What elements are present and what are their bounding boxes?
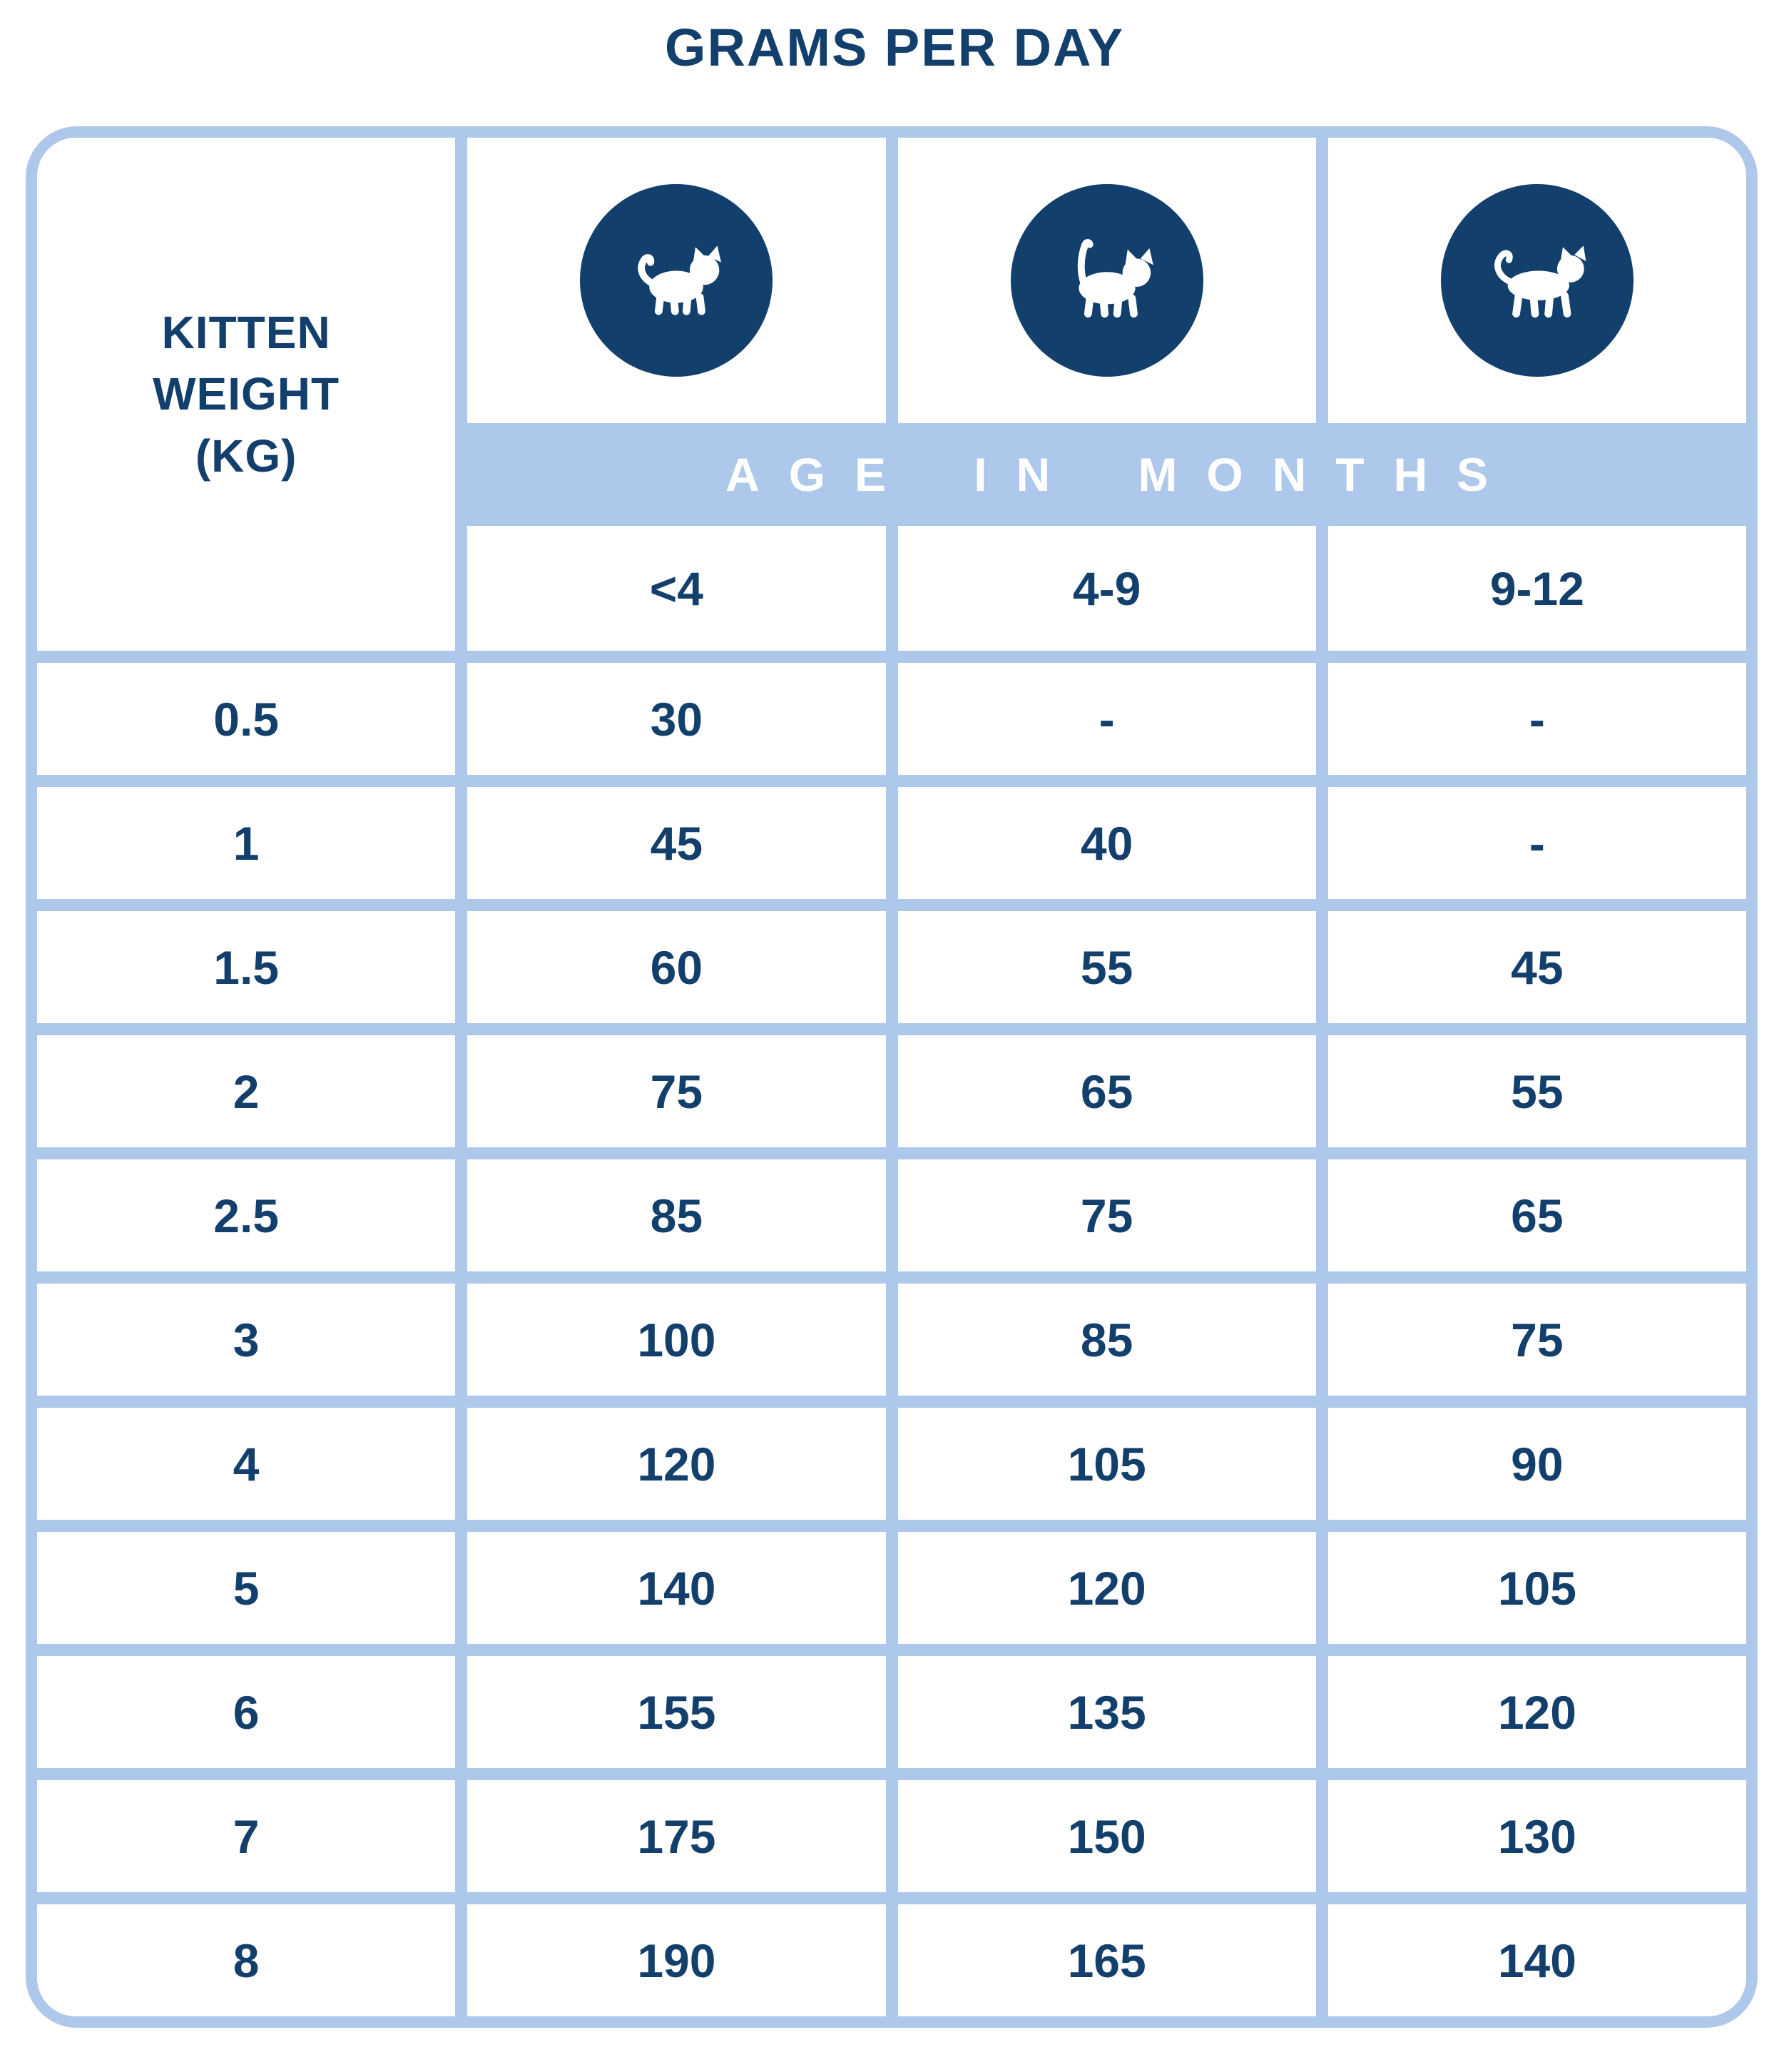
- row-header-cell: [37, 138, 455, 651]
- data-cell: 40: [898, 787, 1316, 899]
- weight-cell: 2: [37, 1035, 455, 1147]
- data-cell: 45: [1328, 911, 1746, 1023]
- data-cell: 45: [467, 787, 885, 899]
- data-cell: 100: [467, 1284, 885, 1396]
- page-title: GRAMS PER DAY: [664, 18, 1125, 77]
- data-cell: 75: [1328, 1284, 1746, 1396]
- icon-cell-kitten: [467, 138, 885, 423]
- age-column-header-3: 9-12: [1328, 526, 1746, 651]
- row-header-line-2: WEIGHT: [153, 368, 340, 420]
- data-cell: 105: [1328, 1532, 1746, 1644]
- data-cell: 85: [898, 1284, 1316, 1396]
- age-column-header-1: <4: [467, 526, 885, 651]
- weight-cell: 3: [37, 1284, 455, 1396]
- young-cat-tail-up-icon: [1011, 184, 1203, 377]
- data-cell: -: [898, 663, 1316, 775]
- data-cell: 75: [467, 1035, 885, 1147]
- data-cell: 140: [1328, 1904, 1746, 2016]
- weight-cell: 5: [37, 1532, 455, 1644]
- data-cell: 85: [467, 1159, 885, 1271]
- row-header-line-3: (KG): [195, 430, 297, 482]
- weight-cell: 1.5: [37, 911, 455, 1023]
- data-cell: 60: [467, 911, 885, 1023]
- data-cell: 155: [467, 1656, 885, 1768]
- young-cat-tail-up-icon: [1043, 216, 1171, 345]
- age-band: [467, 435, 1746, 514]
- data-cell: 175: [467, 1780, 885, 1892]
- weight-cell: 1: [37, 787, 455, 899]
- weight-cell: 8: [37, 1904, 455, 2016]
- kitten-walking-icon: [612, 216, 740, 345]
- age-column-header-2: 4-9: [898, 526, 1316, 651]
- data-cell: -: [1328, 787, 1746, 899]
- data-cell: 120: [467, 1408, 885, 1520]
- weight-cell: 0.5: [37, 663, 455, 775]
- data-cell: 65: [1328, 1159, 1746, 1271]
- icon-cell-young-cat: [898, 138, 1316, 423]
- adult-cat-walking-icon: [1441, 184, 1633, 377]
- row-header-label: [153, 302, 340, 487]
- weight-cell: 7: [37, 1780, 455, 1892]
- data-cell: 30: [467, 663, 885, 775]
- data-cell: 130: [1328, 1780, 1746, 1892]
- feeding-guide-table: [26, 126, 1758, 2028]
- data-cell: 55: [898, 911, 1316, 1023]
- data-cell: 75: [898, 1159, 1316, 1271]
- weight-cell: 2.5: [37, 1159, 455, 1271]
- data-cell: 140: [467, 1532, 885, 1644]
- data-cell: 65: [898, 1035, 1316, 1147]
- weight-cell: 4: [37, 1408, 455, 1520]
- data-cell: 55: [1328, 1035, 1746, 1147]
- icon-cell-adult-cat: [1328, 138, 1746, 423]
- kitten-walking-icon: [580, 184, 773, 377]
- data-cell: 120: [898, 1532, 1316, 1644]
- data-cell: 150: [898, 1780, 1316, 1892]
- data-cell: 190: [467, 1904, 885, 2016]
- data-cell: 165: [898, 1904, 1316, 2016]
- data-cell: 105: [898, 1408, 1316, 1520]
- data-cell: 120: [1328, 1656, 1746, 1768]
- data-cell: -: [1328, 663, 1746, 775]
- weight-cell: 6: [37, 1656, 455, 1768]
- row-header-line-1: KITTEN: [161, 306, 331, 358]
- age-band-label: AGE IN MONTHS: [725, 448, 1517, 501]
- adult-cat-walking-icon: [1473, 216, 1601, 345]
- data-cell: 90: [1328, 1408, 1746, 1520]
- data-cell: 135: [898, 1656, 1316, 1768]
